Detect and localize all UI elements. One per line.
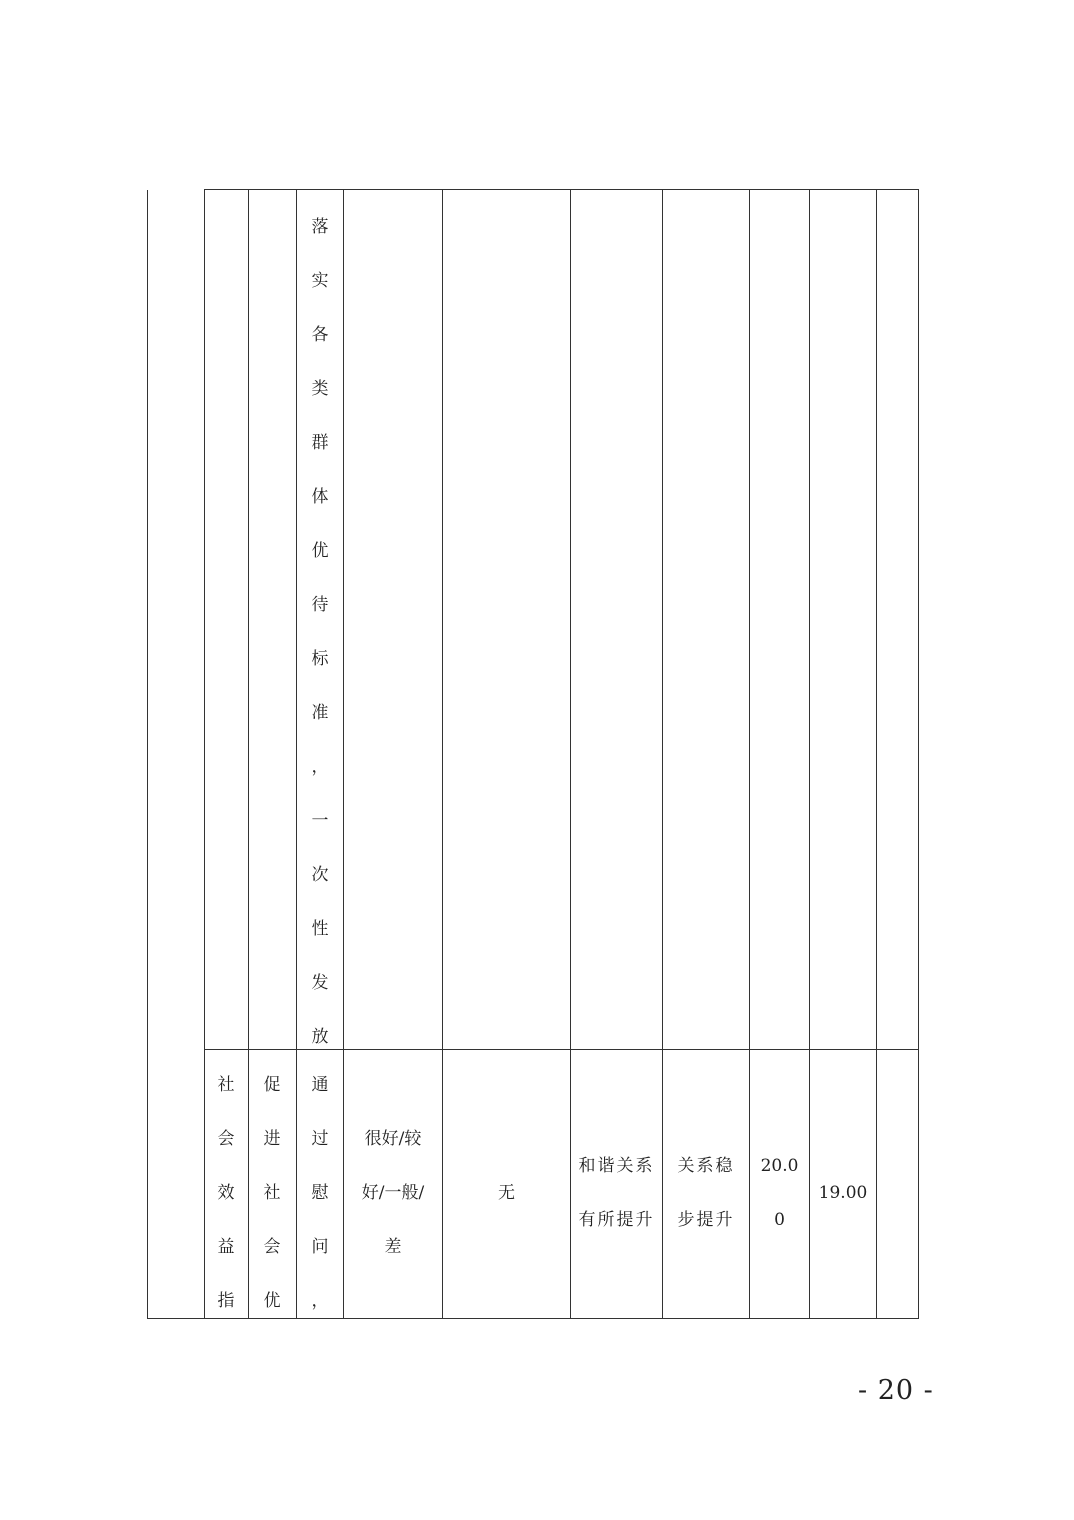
- char: 会: [263, 1237, 281, 1257]
- char: 问: [311, 1237, 329, 1257]
- cell-line: 20.0: [760, 1156, 799, 1176]
- char: 待: [311, 595, 329, 615]
- char: 发: [311, 973, 329, 993]
- cell-line: 步提升: [677, 1210, 735, 1230]
- table-divider: [876, 190, 877, 1319]
- cell-line: 有所提升: [578, 1210, 655, 1230]
- char: 性: [311, 919, 329, 939]
- table-border-top: [204, 189, 919, 190]
- row2-col9-cell: [810, 1166, 876, 1220]
- char: 过: [311, 1129, 329, 1149]
- row2-col8-cell: [750, 1139, 809, 1247]
- table-border-right: [918, 190, 919, 1319]
- char: 慰: [311, 1183, 329, 1203]
- table-divider: [809, 190, 810, 1319]
- row2-col5-cell: [443, 1166, 570, 1220]
- char: 放: [311, 1027, 329, 1047]
- cell-value: 无: [498, 1183, 515, 1203]
- char: 优: [263, 1291, 281, 1311]
- cell-line: 和谐关系: [578, 1156, 655, 1176]
- char: 指: [217, 1291, 235, 1311]
- table-divider: [296, 190, 297, 1319]
- rating-line: 很好/较: [364, 1129, 422, 1149]
- row2-col7-cell: [663, 1139, 749, 1247]
- char: 群: [311, 433, 329, 453]
- page-number: - 20 -: [858, 1375, 934, 1406]
- row2-col3-vertical-text: [300, 1058, 340, 1328]
- char: 优: [311, 541, 329, 561]
- row2-col1-vertical-text: [206, 1058, 246, 1328]
- char: 社: [263, 1183, 281, 1203]
- table-divider: [248, 190, 249, 1319]
- char: 一: [311, 811, 329, 831]
- rating-line: 差: [384, 1237, 402, 1257]
- char: 益: [217, 1237, 235, 1257]
- char: 进: [263, 1129, 281, 1149]
- char: 标: [311, 649, 329, 669]
- row2-col6-cell: [571, 1139, 662, 1247]
- row1-col3-vertical-text: [300, 200, 340, 1064]
- char: ，: [311, 1291, 329, 1311]
- char: 促: [263, 1075, 281, 1095]
- rating-line: 好/一般/: [361, 1183, 425, 1203]
- table-divider: [442, 190, 443, 1319]
- char: 通: [311, 1075, 329, 1095]
- char: 体: [311, 487, 329, 507]
- char: 各: [311, 325, 329, 345]
- char: 类: [311, 379, 329, 399]
- char: 效: [217, 1183, 235, 1203]
- cell-line: 关系稳: [677, 1156, 735, 1176]
- cell-value: 19.00: [818, 1183, 868, 1203]
- char: 次: [311, 865, 329, 885]
- table-border-left: [147, 190, 148, 1319]
- char: 实: [311, 271, 329, 291]
- char: 落: [311, 217, 329, 237]
- cell-line: 0: [774, 1210, 785, 1230]
- table-divider: [204, 190, 205, 1319]
- char: 社: [217, 1075, 235, 1095]
- char: ，: [311, 757, 329, 777]
- char: 会: [217, 1129, 235, 1149]
- char: 准: [311, 703, 329, 723]
- row2-rating-options: [344, 1112, 442, 1274]
- row2-col2-vertical-text: [252, 1058, 292, 1328]
